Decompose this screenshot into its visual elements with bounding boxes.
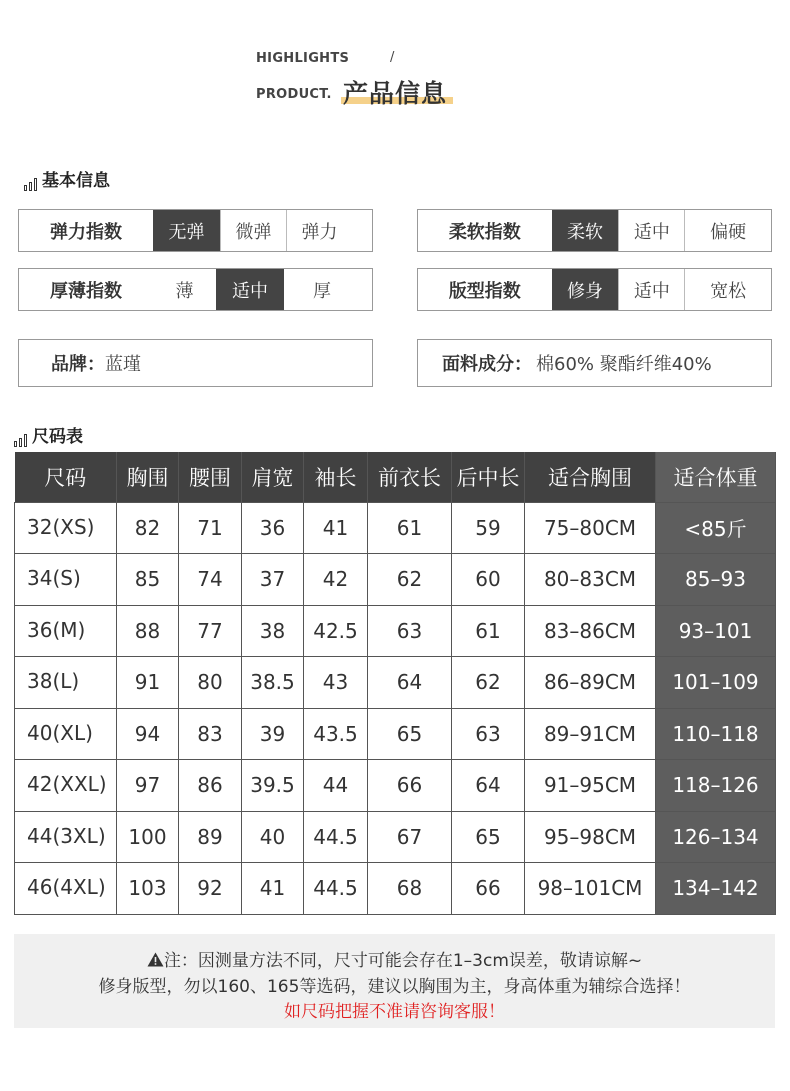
- table-cell: 89: [179, 811, 242, 863]
- size-cell: 42(XXL): [15, 760, 117, 812]
- page-title: 产品信息: [343, 79, 448, 108]
- table-cell: 39: [242, 708, 304, 760]
- notice-text-1: 注：因测量方法不同，尺寸可能会存在1–3cm误差，敬请谅解~: [163, 951, 643, 971]
- notice-line-3: 如尺码把握不准请咨询客服！: [284, 1002, 505, 1022]
- table-cell: 83: [179, 708, 242, 760]
- col-header: 前衣长: [368, 452, 452, 502]
- table-cell: 66: [452, 863, 525, 915]
- table-cell: 43: [304, 657, 368, 709]
- size-chart-heading: [14, 422, 83, 447]
- fit-option-loose: 宽松: [684, 269, 771, 310]
- table-cell: 75–80CM: [525, 502, 656, 554]
- table-cell: 42: [304, 554, 368, 606]
- softness-option-hard: 偏硬: [684, 210, 771, 251]
- weight-cell: 85–93: [656, 554, 776, 606]
- table-cell: 42.5: [304, 605, 368, 657]
- table-cell: 38: [242, 605, 304, 657]
- table-cell: 80: [179, 657, 242, 709]
- table-cell: 103: [117, 863, 179, 915]
- fabric-box: [417, 339, 772, 387]
- table-cell: 64: [452, 760, 525, 812]
- softness-label: 柔软指数: [448, 221, 521, 243]
- elasticity-box: [18, 209, 373, 252]
- thickness-option-thin: 薄: [175, 280, 194, 302]
- table-cell: 36: [242, 502, 304, 554]
- size-cell: 34(S): [15, 554, 117, 606]
- table-cell: 98–101CM: [525, 863, 656, 915]
- fit-option-slim: 修身: [552, 269, 619, 310]
- table-row: [15, 811, 776, 863]
- size-table: [14, 452, 776, 915]
- notice-line-2: 修身版型，勿以160、165等选码，建议以胸围为主，身高体重为辅综合选择！: [98, 977, 691, 997]
- table-cell: 38.5: [242, 657, 304, 709]
- col-header: 尺码: [15, 452, 117, 502]
- elasticity-label: 弹力指数: [50, 221, 122, 243]
- table-cell: 65: [368, 708, 452, 760]
- table-cell: 67: [368, 811, 452, 863]
- brand-box: [18, 339, 373, 387]
- size-cell: 36(M): [15, 605, 117, 657]
- table-header-row: [15, 452, 776, 502]
- weight-cell: 101–109: [656, 657, 776, 709]
- table-cell: 63: [452, 708, 525, 760]
- table-cell: 66: [368, 760, 452, 812]
- table-cell: 86: [179, 760, 242, 812]
- table-cell: 74: [179, 554, 242, 606]
- col-header: 袖长: [304, 452, 368, 502]
- size-chart-title: 尺码表: [32, 427, 83, 447]
- table-cell: 94: [117, 708, 179, 760]
- weight-cell: 134–142: [656, 863, 776, 915]
- thickness-box: [18, 268, 373, 311]
- table-cell: 60: [452, 554, 525, 606]
- size-cell: 40(XL): [15, 708, 117, 760]
- table-cell: 65: [452, 811, 525, 863]
- thickness-option-thick: 厚: [313, 280, 331, 302]
- table-cell: 100: [117, 811, 179, 863]
- weight-cell: 118–126: [656, 760, 776, 812]
- size-cell: 38(L): [15, 657, 117, 709]
- table-cell: 62: [452, 657, 525, 709]
- table-cell: 85: [117, 554, 179, 606]
- col-header: 后中长: [452, 452, 525, 502]
- size-cell: 44(3XL): [15, 811, 117, 863]
- table-cell: 44.5: [304, 863, 368, 915]
- notice-box: [14, 934, 775, 1028]
- basic-info-heading: [24, 166, 110, 191]
- table-cell: 86–89CM: [525, 657, 656, 709]
- fabric-value: 棉60% 聚酯纤维40%: [536, 354, 712, 375]
- softness-box: [417, 209, 772, 252]
- table-cell: 91: [117, 657, 179, 709]
- table-cell: 63: [368, 605, 452, 657]
- table-cell: 77: [179, 605, 242, 657]
- table-cell: 64: [368, 657, 452, 709]
- bar-chart-icon: [24, 177, 37, 191]
- table-cell: 37: [242, 554, 304, 606]
- fit-label: 版型指数: [448, 280, 521, 302]
- table-row: [15, 502, 776, 554]
- size-cell: 46(4XL): [15, 863, 117, 915]
- table-row: [15, 708, 776, 760]
- table-cell: 41: [304, 502, 368, 554]
- table-cell: 59: [452, 502, 525, 554]
- thickness-label: 厚薄指数: [50, 280, 122, 302]
- table-row: [15, 657, 776, 709]
- table-cell: 82: [117, 502, 179, 554]
- fit-box: [417, 268, 772, 311]
- basic-info-title: 基本信息: [42, 171, 110, 191]
- notice-line-1: [14, 946, 775, 971]
- bar-chart-icon: [14, 433, 27, 447]
- fabric-key: 面料成分：: [442, 354, 532, 375]
- col-header: 适合胸围: [525, 452, 656, 502]
- table-cell: 88: [117, 605, 179, 657]
- table-row: [15, 554, 776, 606]
- size-cell: 32(XS): [15, 502, 117, 554]
- table-cell: 80–83CM: [525, 554, 656, 606]
- table-cell: 41: [242, 863, 304, 915]
- col-header: 腰围: [179, 452, 242, 502]
- table-cell: 68: [368, 863, 452, 915]
- table-cell: 43.5: [304, 708, 368, 760]
- table-row: [15, 863, 776, 915]
- weight-cell: <85斤: [656, 502, 776, 554]
- product-label: PRODUCT.: [256, 87, 332, 102]
- table-cell: 92: [179, 863, 242, 915]
- softness-option-medium: 适中: [618, 210, 684, 251]
- table-cell: 83–86CM: [525, 605, 656, 657]
- col-header: 胸围: [117, 452, 179, 502]
- col-header: 适合体重: [656, 452, 776, 502]
- brand-value: 蓝瑾: [105, 354, 141, 375]
- weight-cell: 110–118: [656, 708, 776, 760]
- softness-option-soft: 柔软: [552, 210, 619, 251]
- table-cell: 40: [242, 811, 304, 863]
- table-row: [15, 760, 776, 812]
- col-header: 肩宽: [242, 452, 304, 502]
- elasticity-option-none: 无弹: [153, 210, 220, 251]
- table-cell: 91–95CM: [525, 760, 656, 812]
- fit-option-regular: 适中: [618, 269, 684, 310]
- elasticity-option-slight: 微弹: [220, 210, 286, 251]
- table-cell: 62: [368, 554, 452, 606]
- elasticity-option-elastic: 弹力: [286, 210, 352, 251]
- weight-cell: 126–134: [656, 811, 776, 863]
- table-cell: 44.5: [304, 811, 368, 863]
- table-cell: 89–91CM: [525, 708, 656, 760]
- table-cell: 95–98CM: [525, 811, 656, 863]
- table-cell: 39.5: [242, 760, 304, 812]
- table-cell: 97: [117, 760, 179, 812]
- brand-key: 品牌：: [51, 354, 105, 375]
- table-cell: 61: [368, 502, 452, 554]
- table-cell: 71: [179, 502, 242, 554]
- table-row: [15, 605, 776, 657]
- highlights-label: HIGHLIGHTS: [256, 51, 350, 66]
- weight-cell: 93–101: [656, 605, 776, 657]
- table-cell: 44: [304, 760, 368, 812]
- table-cell: 61: [452, 605, 525, 657]
- thickness-option-medium: 适中: [216, 269, 284, 310]
- header-slash: /: [390, 50, 395, 65]
- warning-triangle-icon: [147, 952, 164, 967]
